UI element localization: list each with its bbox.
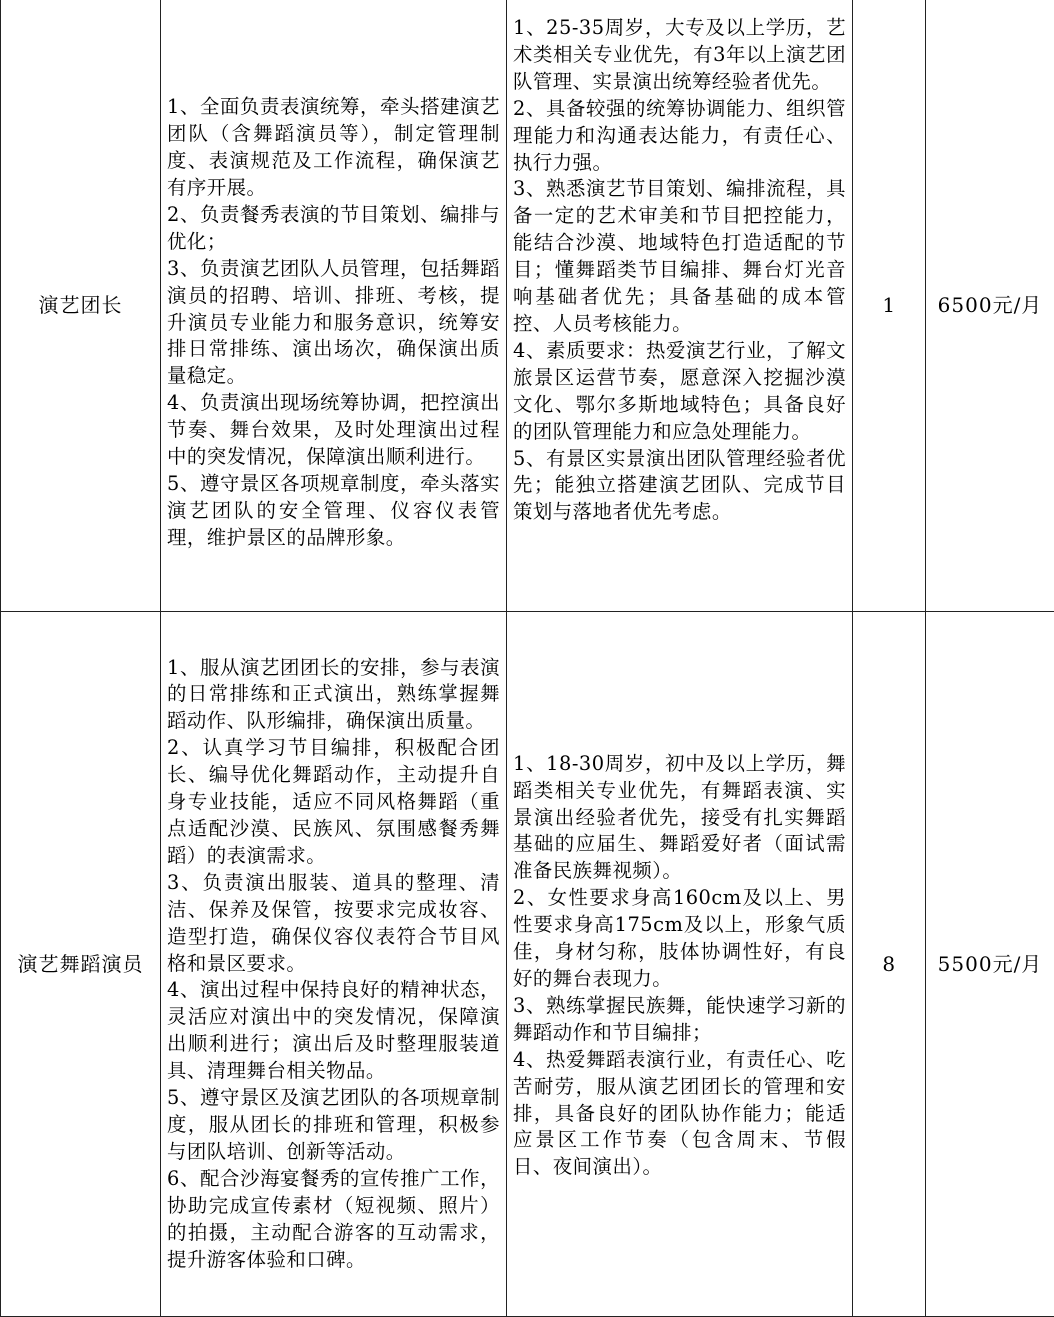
salary: 6500元/月 xyxy=(926,0,1054,612)
requirement-item: 2、女性要求身高160cm及以上、男性要求身高175cm及以上，形象气质佳，身材匀称，肢体协调性好，有良好的舞台表现力。 xyxy=(513,885,846,993)
table-row xyxy=(1,0,1054,612)
salary: 5500元/月 xyxy=(926,612,1054,1317)
duty-item: 5、遵守景区及演艺团队的各项规章制度，服从团长的排班和管理，积极参与团队培训、创新等活动。 xyxy=(167,1085,500,1166)
duty-item: 4、演出过程中保持良好的精神状态，灵活应对演出中的突发情况，保障演出顺利进行；演出后及时整理服装道具、清理舞台相关物品。 xyxy=(167,977,500,1085)
duty-item: 5、遵守景区各项规章制度，牵头落实演艺团队的安全管理、仪容仪表管理，维护景区的品牌形象。 xyxy=(167,471,500,552)
headcount: 1 xyxy=(853,0,926,612)
job-duties-cell xyxy=(161,0,507,612)
duty-item: 1、全面负责表演统筹，牵头搭建演艺团队（含舞蹈演员等），制定管理制度、表演规范及工作流程，确保演艺有序开展。 xyxy=(167,94,500,202)
job-requirements-cell xyxy=(507,0,853,612)
requirement-item: 3、熟悉演艺节目策划、编排流程，具备一定的艺术审美和节目把控能力，能结合沙漠、地域特色打造适配的节目；懂舞蹈类节目编排、舞台灯光音响基础者优先；具备基础的成本管控、人员考核能力。 xyxy=(513,176,846,337)
duty-item: 3、负责演艺团队人员管理，包括舞蹈演员的招聘、培训、排班、考核，提升演员专业能力和服务意识，统筹安排日常排练、演出场次，确保演出质量稳定。 xyxy=(167,256,500,391)
duty-item: 1、服从演艺团团长的安排，参与表演的日常排练和正式演出，熟练掌握舞蹈动作、队形编排，确保演出质量。 xyxy=(167,655,500,736)
requirement-item: 5、有景区实景演出团队管理经验者优先；能独立搭建演艺团队、完成节目策划与落地者优先考虑。 xyxy=(513,446,846,527)
requirement-item: 2、具备较强的统筹协调能力、组织管理能力和沟通表达能力，有责任心、执行力强。 xyxy=(513,96,846,177)
job-duties-cell xyxy=(161,612,507,1317)
requirement-item: 1、18-30周岁，初中及以上学历，舞蹈类相关专业优先，有舞蹈表演、实景演出经验者优先，接受有扎实舞蹈基础的应届生、舞蹈爱好者（面试需准备民族舞视频）。 xyxy=(513,751,846,886)
duty-item: 2、认真学习节目编排，积极配合团长、编导优化舞蹈动作，主动提升自身专业技能，适应不同风格舞蹈（重点适配沙漠、民族风、氛围感餐秀舞蹈）的表演需求。 xyxy=(167,735,500,870)
position-title: 演艺团长 xyxy=(1,0,161,612)
requirement-item: 3、熟练掌握民族舞，能快速学习新的舞蹈动作和节目编排； xyxy=(513,993,846,1047)
requirement-item: 1、25-35周岁，大专及以上学历，艺术类相关专业优先，有3年以上演艺团队管理、实景演出统筹经验者优先。 xyxy=(513,15,846,96)
job-requirements-cell xyxy=(507,612,853,1317)
requirement-item: 4、热爱舞蹈表演行业，有责任心、吃苦耐劳，服从演艺团团长的管理和安排，具备良好的团队协作能力；能适应景区工作节奏（包含周末、节假日、夜间演出）。 xyxy=(513,1047,846,1182)
position-title: 演艺舞蹈演员 xyxy=(1,612,161,1317)
duty-item: 3、负责演出服装、道具的整理、清洁、保养及保管，按要求完成妆容、造型打造，确保仪容仪表符合节目风格和景区要求。 xyxy=(167,870,500,978)
headcount: 8 xyxy=(853,612,926,1317)
requirement-item: 4、素质要求：热爱演艺行业，了解文旅景区运营节奏，愿意深入挖掘沙漠文化、鄂尔多斯地域特色；具备良好的团队管理能力和应急处理能力。 xyxy=(513,338,846,446)
table-row xyxy=(1,612,1054,1317)
duty-item: 2、负责餐秀表演的节目策划、编排与优化； xyxy=(167,202,500,256)
duty-item: 6、配合沙海宴餐秀的宣传推广工作，协助完成宣传素材（短视频、照片）的拍摄，主动配合游客的互动需求，提升游客体验和口碑。 xyxy=(167,1166,500,1274)
duty-item: 4、负责演出现场统筹协调，把控演出节奏、舞台效果，及时处理演出过程中的突发情况，保障演出顺利进行。 xyxy=(167,390,500,471)
